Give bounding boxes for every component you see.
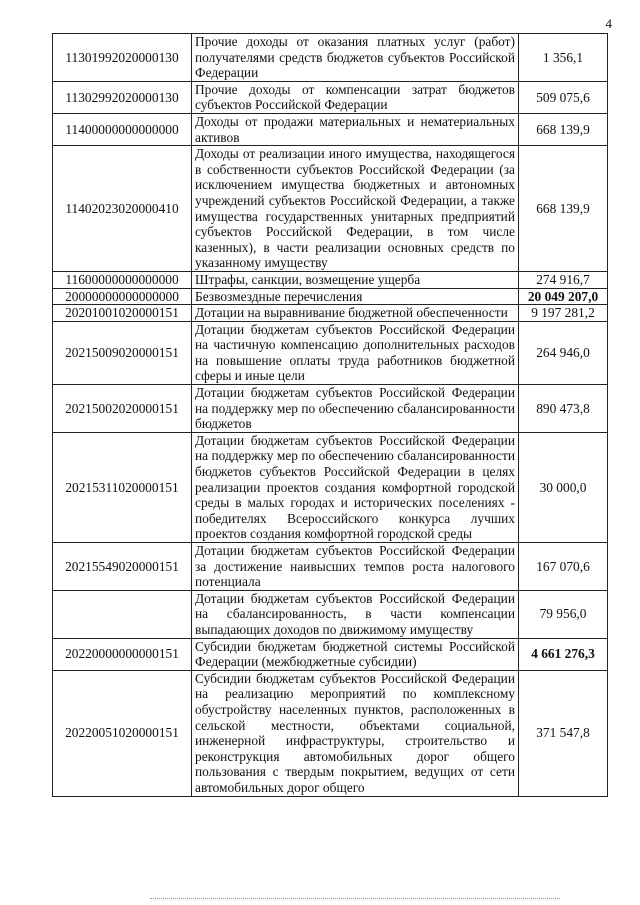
budget-code-cell: 11301992020000130 bbox=[53, 34, 192, 82]
description-cell: Доходы от реализации иного имущества, находящегося в собственности субъектов Российской Федерации (за исключением имущества бюджетных и автономных учреждений субъектов Российской Федерации, а также имущества государственных унитарных предприятий субъектов Российской Федерации, в том числе казенных), в части реализации основных средств по указанному имуществу bbox=[192, 146, 519, 272]
budget-revenue-table bbox=[52, 33, 608, 797]
amount-cell: 668 139,9 bbox=[519, 146, 608, 272]
amount-cell: 668 139,9 bbox=[519, 113, 608, 145]
budget-code-cell: 20215002020000151 bbox=[53, 385, 192, 433]
amount-cell: 79 956,0 bbox=[519, 590, 608, 638]
description-cell: Доходы от продажи материальных и нематериальных активов bbox=[192, 113, 519, 145]
table-row bbox=[53, 271, 608, 288]
table-row bbox=[53, 81, 608, 113]
budget-code-cell: 11402023020000410 bbox=[53, 146, 192, 272]
description-cell: Штрафы, санкции, возмещение ущерба bbox=[192, 271, 519, 288]
amount-cell: 371 547,8 bbox=[519, 670, 608, 796]
budget-code-cell: 20215009020000151 bbox=[53, 321, 192, 384]
amount-cell: 9 197 281,2 bbox=[519, 305, 608, 322]
amount-cell: 167 070,6 bbox=[519, 543, 608, 591]
amount-cell: 4 661 276,3 bbox=[519, 638, 608, 670]
description-cell: Дотации бюджетам субъектов Российской Федерации за достижение наивысших темпов роста налогового потенциала bbox=[192, 543, 519, 591]
budget-code-cell: 11400000000000000 bbox=[53, 113, 192, 145]
description-cell: Дотации бюджетам субъектов Российской Федерации на поддержку мер по обеспечению сбалансированности бюджетов bbox=[192, 385, 519, 433]
table-row bbox=[53, 321, 608, 384]
budget-code-cell: 11600000000000000 bbox=[53, 271, 192, 288]
budget-code-cell: 11302992020000130 bbox=[53, 81, 192, 113]
description-cell: Прочие доходы от оказания платных услуг (работ) получателями средств бюджетов субъектов Российской Федерации bbox=[192, 34, 519, 82]
description-cell: Дотации бюджетам субъектов Российской Федерации на частичную компенсацию дополнительных расходов на повышение оплаты труда работников бюджетной сферы и иные цели bbox=[192, 321, 519, 384]
description-cell: Дотации бюджетам субъектов Российской Федерации на поддержку мер по обеспечению сбалансированности бюджетов субъектов Российской Федерации в целях реализации проектов создания комфортной городской среды в малых городах и исторических поселениях - победителях Всероссийского конкурса лучших проектов создания комфортной городской среды bbox=[192, 432, 519, 542]
amount-cell: 274 916,7 bbox=[519, 271, 608, 288]
page-number: 4 bbox=[605, 16, 612, 31]
amount-cell: 264 946,0 bbox=[519, 321, 608, 384]
amount-cell: 30 000,0 bbox=[519, 432, 608, 542]
table-row bbox=[53, 146, 608, 272]
budget-code-cell: 20215311020000151 bbox=[53, 432, 192, 542]
footer-divider bbox=[150, 898, 560, 899]
table-row bbox=[53, 34, 608, 82]
amount-cell: 509 075,6 bbox=[519, 81, 608, 113]
table-row bbox=[53, 385, 608, 433]
budget-code-cell: 20201001020000151 bbox=[53, 305, 192, 322]
budget-code-cell: 20220000000000151 bbox=[53, 638, 192, 670]
description-cell: Безвозмездные перечисления bbox=[192, 288, 519, 305]
table-row bbox=[53, 670, 608, 796]
table-row bbox=[53, 288, 608, 305]
amount-cell: 1 356,1 bbox=[519, 34, 608, 82]
table-row bbox=[53, 305, 608, 322]
budget-code-cell: 20215549020000151 bbox=[53, 543, 192, 591]
amount-cell: 890 473,8 bbox=[519, 385, 608, 433]
table-row bbox=[53, 543, 608, 591]
description-cell: Дотации бюджетам субъектов Российской Федерации на сбалансированность, в части компенсации выпадающих доходов по движимому имуществу bbox=[192, 590, 519, 638]
budget-code-cell: 20000000000000000 bbox=[53, 288, 192, 305]
description-cell: Прочие доходы от компенсации затрат бюджетов субъектов Российской Федерации bbox=[192, 81, 519, 113]
description-cell: Субсидии бюджетам субъектов Российской Федерации на реализацию мероприятий по комплексному обустройству населенных пунктов, расположенных в сельской местности, объектами социальной, инженерной инфраструктуры, строительство и реконструкция автомобильных дорог общего пользования с твердым покрытием, ведущих от сети автомобильных дорог общего bbox=[192, 670, 519, 796]
table-row bbox=[53, 432, 608, 542]
table-row bbox=[53, 113, 608, 145]
amount-cell: 20 049 207,0 bbox=[519, 288, 608, 305]
description-cell: Дотации на выравнивание бюджетной обеспеченности bbox=[192, 305, 519, 322]
description-cell: Субсидии бюджетам бюджетной системы Российской Федерации (межбюджетные субсидии) bbox=[192, 638, 519, 670]
budget-code-cell bbox=[53, 590, 192, 638]
table-row bbox=[53, 590, 608, 638]
table-row bbox=[53, 638, 608, 670]
budget-code-cell: 20220051020000151 bbox=[53, 670, 192, 796]
